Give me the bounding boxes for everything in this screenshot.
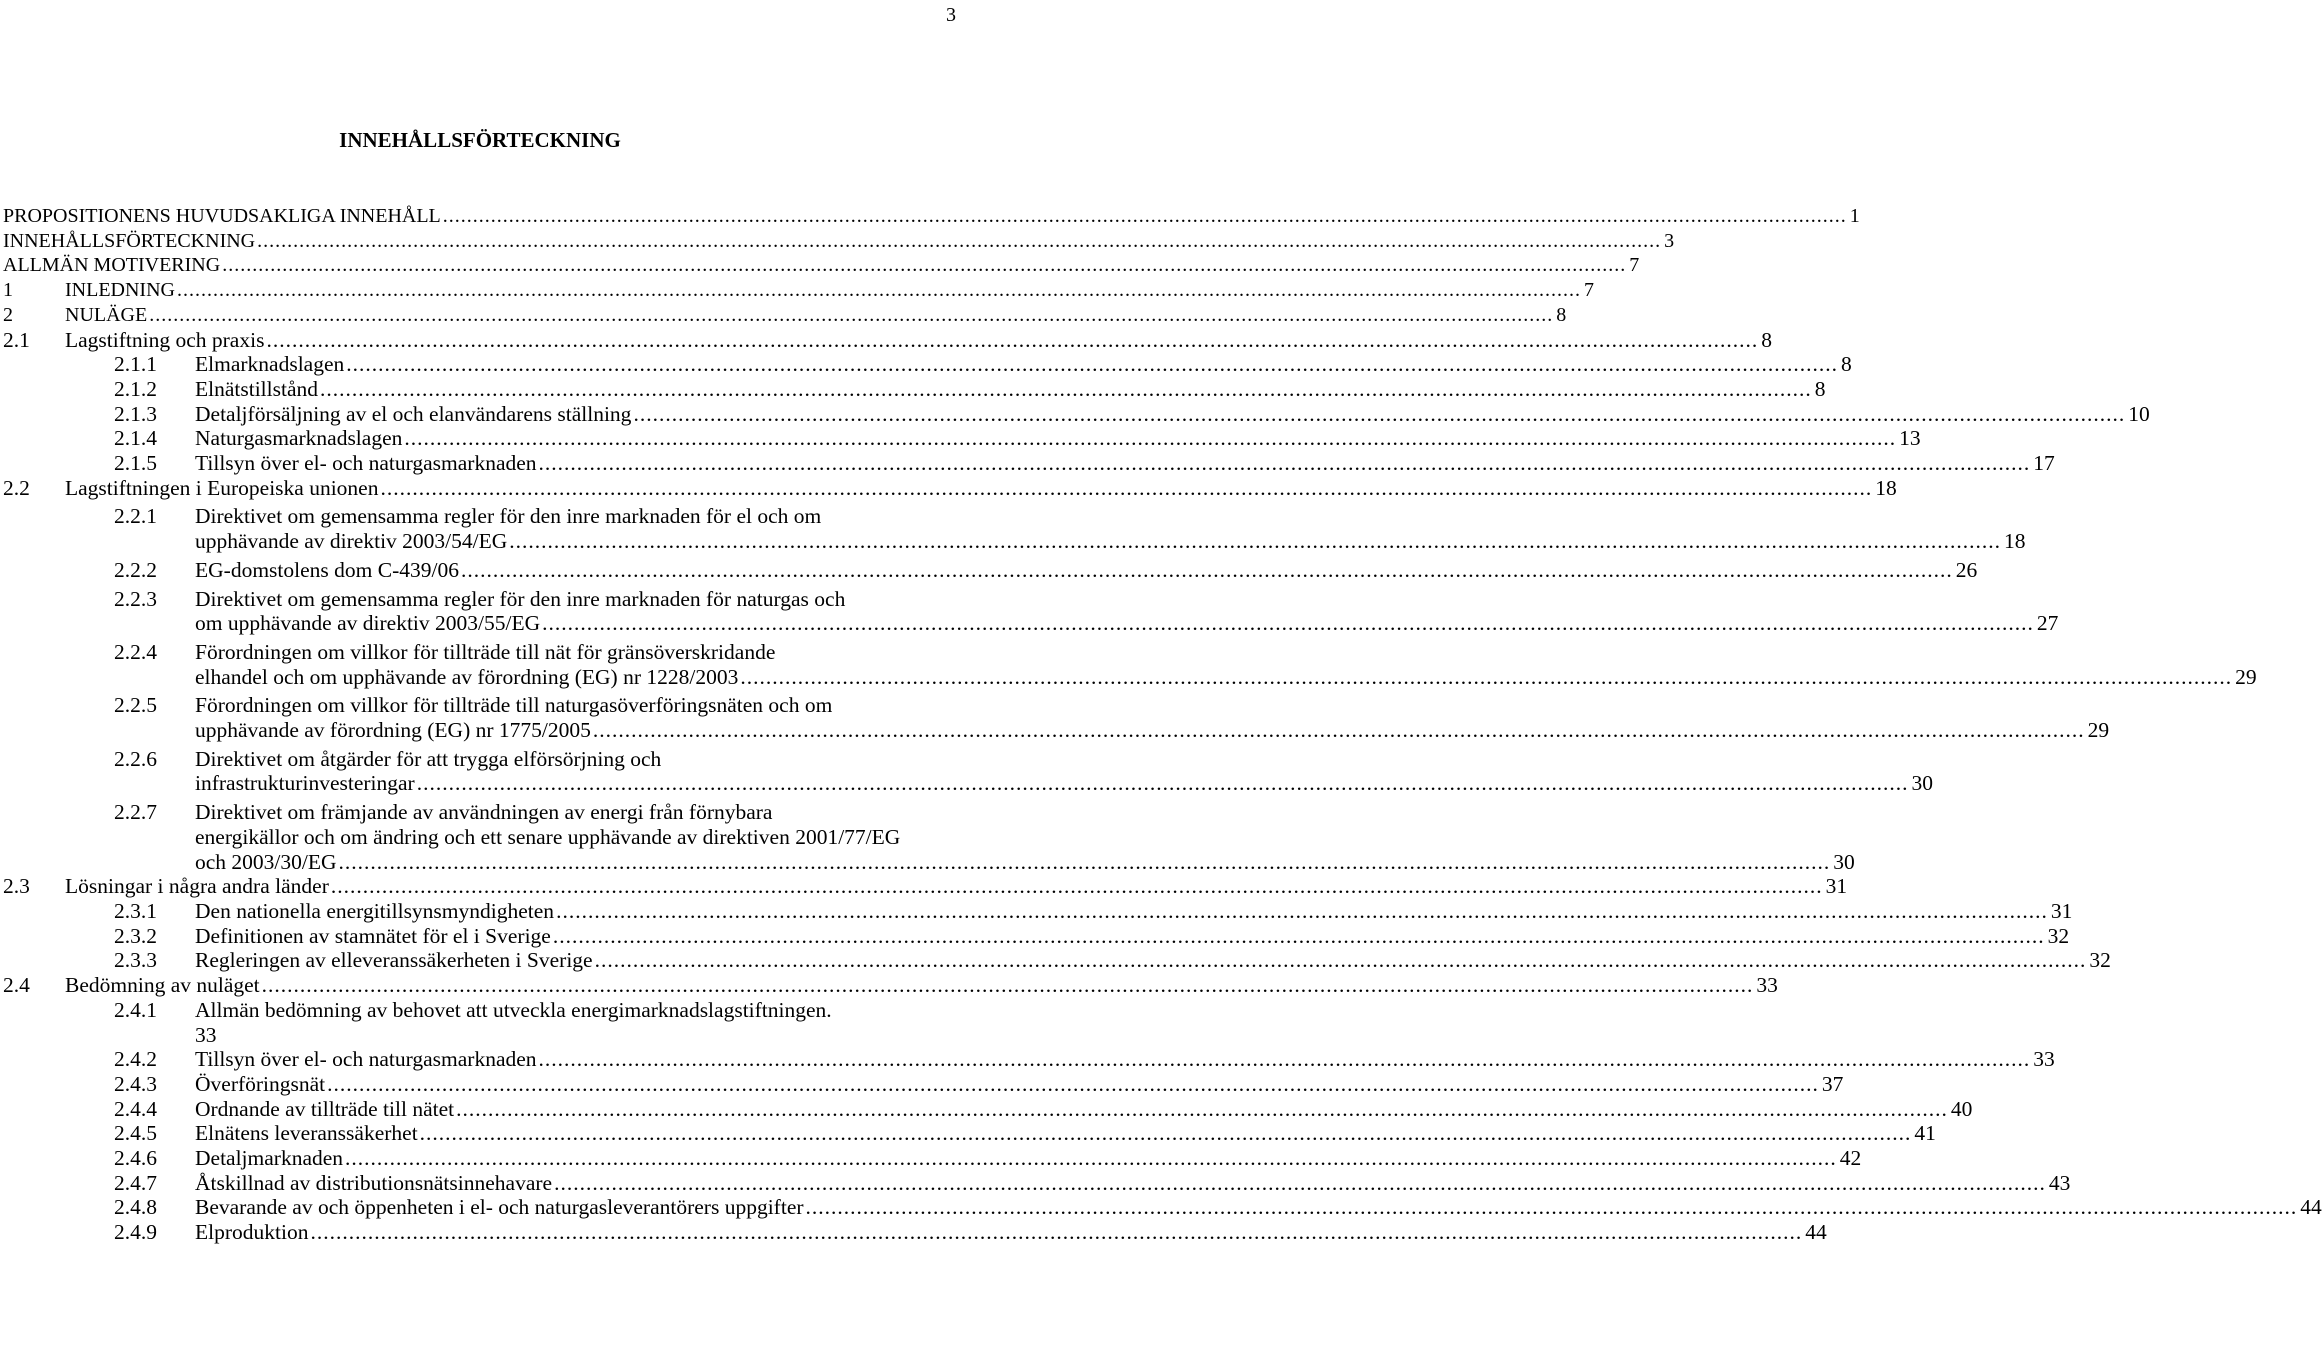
dot-leader (149, 303, 1553, 328)
toc-entry-title-line: elhandel och om upphävande av förordning (EG) nr 1228/2003 (195, 664, 739, 689)
toc-entry[interactable] (3, 1121, 1936, 1146)
dot-leader (327, 1072, 1819, 1097)
toc-entry-number: 2.3.1 (114, 898, 157, 923)
dot-leader (461, 558, 1953, 583)
toc-entry-title-line: upphävande av direktiv 2003/54/EG (195, 529, 508, 554)
toc-entry-title-line: energikällor och om ändring och ett senare upphävande av direktiven 2001/77/EG (195, 824, 901, 849)
dot-leader (404, 426, 1896, 451)
toc-entry-number: 2.1.1 (114, 352, 157, 377)
toc-entry-title: Elnätens leveranssäkerhet (195, 1121, 418, 1146)
toc-entry-number: 2.3.2 (114, 923, 157, 948)
dot-leader (339, 850, 1831, 875)
toc-entry-number: 2 (3, 303, 13, 326)
toc-entry-title-line: Förordningen om villkor för tillträde till nät för gränsöverskridande (195, 639, 776, 664)
toc-entry-page: 26 (1955, 557, 1978, 582)
toc-entry-title: NULÄGE (65, 303, 148, 326)
toc-entry-number: 2.2.3 (114, 586, 157, 611)
toc-entry-number: 2.4.1 (114, 997, 157, 1022)
toc-entry-page: 29 (2087, 718, 2110, 743)
toc-entry[interactable] (3, 693, 2110, 743)
toc-entry[interactable] (3, 1170, 2071, 1196)
toc-entry-page: 1 (1849, 205, 1860, 227)
toc-entry-page: 8 (1841, 352, 1852, 377)
toc-entry-number: 2.2.1 (114, 504, 157, 529)
toc-entry-page: 17 (2033, 451, 2055, 476)
toc-entry-title: Överföringsnät (195, 1071, 326, 1096)
table-of-contents (3, 204, 2322, 1245)
toc-entry-title: Lösningar i några andra länder (65, 874, 329, 899)
toc-entry-page: 30 (1833, 849, 1855, 874)
dot-leader (345, 1146, 1837, 1171)
dot-leader (346, 352, 1838, 377)
toc-entry-number: 2.1.3 (114, 401, 157, 426)
dot-leader (554, 1171, 2046, 1196)
dot-leader (320, 377, 1812, 402)
toc-entry-title-line: och 2003/30/EG (195, 849, 337, 874)
toc-entry[interactable] (3, 229, 1675, 254)
toc-entry-page: 10 (2128, 401, 2150, 426)
toc-entry-title: Ordnande av tillträde till nätet (195, 1096, 455, 1121)
toc-entry[interactable] (3, 1220, 1827, 1245)
toc-entry-title: Elproduktion (195, 1220, 309, 1245)
toc-entry-title-line: Förordningen om villkor för tillträde till naturgasöverföringsnäten och om (195, 693, 833, 718)
dot-leader (417, 771, 1909, 796)
toc-entry-page: 8 (1761, 327, 1772, 352)
dot-leader (556, 899, 2048, 924)
toc-entry-number: 2.1 (3, 327, 30, 352)
toc-entry-title: Detaljförsäljning av el och elanvändarens ställning (195, 401, 632, 426)
toc-entry[interactable] (3, 253, 1640, 278)
toc-entry-number: 2.4 (3, 973, 30, 998)
toc-entry-title: Detaljmarknaden (195, 1146, 344, 1171)
toc-entry[interactable] (3, 376, 1826, 402)
toc-entry-number: 2.4.3 (114, 1071, 157, 1096)
toc-entry[interactable] (3, 451, 2055, 476)
toc-entry-page: 18 (1875, 475, 1897, 500)
page-number: 3 (946, 4, 956, 26)
toc-entry-title: Bevarande av och öppenheten i el- och naturgasleverantörers uppgifter (195, 1195, 804, 1220)
toc-entry-number: 1 (3, 279, 13, 302)
dot-leader (539, 1047, 2031, 1072)
toc-entry-number: 2.2.5 (114, 693, 157, 718)
dot-leader (222, 253, 1626, 278)
toc-entry-title-line: upphävande av förordning (EG) nr 1775/2005 (195, 718, 591, 743)
toc-entry-title: Lagstiftning och praxis (65, 327, 265, 352)
toc-entry[interactable] (3, 973, 1778, 998)
toc-entry-title-line: infrastrukturinvesteringar (195, 771, 415, 796)
toc-entry-title: INNEHÅLLSFÖRTECKNING (3, 229, 256, 252)
toc-entry-title: Lagstiftningen i Europeiska unionen (65, 475, 379, 500)
toc-entry-page: 13 (1899, 426, 1921, 451)
toc-entry-title: Bedömning av nuläget (65, 973, 260, 998)
toc-entry-number: 2.2.4 (114, 639, 157, 664)
toc-entry[interactable] (3, 475, 1897, 501)
toc-entry[interactable] (3, 1096, 1973, 1122)
toc-entry-page: 33 (195, 1022, 217, 1047)
toc-entry-title: Den nationella energitillsynsmyndigheten (195, 898, 555, 923)
toc-entry[interactable] (3, 1195, 2322, 1220)
toc-entry-number: 2.2 (3, 475, 30, 500)
toc-entry-number: 2.2.7 (114, 800, 157, 825)
toc-entry-page: 33 (2033, 1047, 2055, 1072)
toc-entry[interactable] (3, 327, 1772, 353)
toc-entry-page: 8 (1814, 376, 1826, 401)
dot-leader (331, 874, 1823, 899)
toc-entry[interactable] (3, 1146, 1862, 1171)
toc-entry-title: Elnätstillstånd (195, 376, 319, 401)
toc-entry-number: 2.2.6 (114, 746, 157, 771)
dot-leader (633, 402, 2125, 427)
toc-entry-page: 31 (1825, 874, 1848, 899)
toc-entry-page: 7 (1583, 279, 1594, 302)
toc-entry-page: 7 (1629, 254, 1640, 277)
toc-entry[interactable] (3, 898, 2073, 924)
dot-leader (740, 665, 2232, 690)
toc-entry-page: 41 (1914, 1121, 1936, 1146)
toc-entry-number: 2.4.8 (114, 1195, 157, 1220)
toc-entry[interactable] (3, 504, 2026, 554)
toc-entry-number: 2.4.9 (114, 1220, 157, 1245)
dot-leader (595, 948, 2087, 973)
toc-entry-title: EG-domstolens dom C-439/06 (195, 557, 459, 582)
toc-entry-page: 29 (2235, 664, 2257, 689)
toc-entry[interactable] (3, 998, 955, 1047)
toc-entry-title: Åtskillnad av distributionsnätsinnehavare (195, 1170, 553, 1195)
toc-title: INNEHÅLLSFÖRTECKNING (339, 128, 621, 152)
toc-entry-title: PROPOSITIONENS HUVUDSAKLIGA INNEHÅLL (3, 205, 441, 227)
dot-leader (310, 1220, 1802, 1245)
toc-entry-number: 2.4.6 (114, 1146, 157, 1171)
toc-entry-number: 2.4.4 (114, 1096, 157, 1121)
toc-entry[interactable] (3, 746, 1933, 796)
toc-entry-title: Definitionen av stamnätet för el i Sverige (195, 923, 551, 948)
toc-entry[interactable] (3, 303, 1567, 328)
toc-entry[interactable] (3, 923, 2070, 949)
toc-entry[interactable] (3, 1071, 1844, 1097)
toc-entry-page: 30 (1911, 771, 1933, 796)
toc-entry-number: 2.3.3 (114, 948, 157, 973)
toc-entry[interactable] (3, 800, 1855, 874)
toc-entry-title-line: om upphävande av direktiv 2003/55/EG (195, 611, 541, 636)
toc-entry-page: 42 (1839, 1146, 1862, 1171)
toc-entry-title: Tillsyn över el- och naturgasmarknaden (195, 1047, 537, 1072)
toc-entry-number: 2.1.4 (114, 426, 157, 451)
toc-entry-page: 44 (2300, 1195, 2322, 1220)
dot-leader (542, 611, 2034, 636)
toc-entry-number: 2.2.2 (114, 557, 157, 582)
toc-entry[interactable] (3, 204, 1860, 229)
toc-entry[interactable] (3, 426, 1921, 451)
toc-entry-page: 33 (1756, 973, 1778, 998)
toc-entry-title: Tillsyn över el- och naturgasmarknaden (195, 451, 537, 476)
dot-leader (266, 328, 1758, 353)
dot-leader (539, 451, 2031, 476)
dot-leader (509, 529, 2001, 554)
toc-entry-number: 2.1.2 (114, 376, 157, 401)
dot-leader (380, 476, 1872, 501)
toc-entry-page: 32 (2047, 923, 2070, 948)
dot-leader (553, 924, 2045, 949)
toc-entry-page: 8 (1556, 303, 1567, 326)
toc-entry-number: 2.4.2 (114, 1047, 157, 1072)
dot-leader (443, 204, 1847, 229)
toc-entry-title-line: Direktivet om gemensamma regler för den inre marknaden för el och om (195, 504, 822, 529)
toc-entry-title-line: Direktivet om gemensamma regler för den inre marknaden för naturgas och (195, 586, 846, 611)
toc-entry[interactable] (3, 639, 2257, 689)
toc-entry[interactable] (3, 586, 2059, 636)
toc-entry-title: Regleringen av elleveranssäkerheten i Sverige (195, 948, 593, 973)
toc-entry-title-line: Allmän bedömning av behovet att utveckla energimarknadslagstiftningen. (195, 997, 832, 1022)
toc-entry[interactable] (3, 352, 1852, 377)
toc-entry-number: 2.4.7 (114, 1170, 157, 1195)
toc-entry-page: 18 (2004, 529, 2026, 554)
toc-entry-page: 37 (1821, 1071, 1844, 1096)
toc-entry-page: 43 (2048, 1170, 2071, 1195)
dot-leader (257, 229, 1661, 254)
toc-entry[interactable] (3, 948, 2111, 973)
dot-leader (456, 1097, 1948, 1122)
toc-entry[interactable] (3, 1047, 2055, 1072)
toc-entry-page: 40 (1950, 1096, 1973, 1121)
toc-entry-page: 3 (1664, 229, 1675, 252)
toc-entry-number: 2.1.5 (114, 451, 157, 476)
dot-leader (262, 973, 1754, 998)
toc-entry-title-line: Direktivet om främjande av användningen av energi från förnybara (195, 800, 773, 825)
toc-entry-page: 27 (2036, 611, 2059, 636)
dot-leader (806, 1195, 2298, 1220)
toc-entry[interactable] (3, 557, 1978, 583)
toc-entry-page: 31 (2050, 898, 2073, 923)
toc-entry-title-line: Direktivet om åtgärder för att trygga elförsörjning och (195, 746, 662, 771)
toc-entry-title: Naturgasmarknadslagen (195, 426, 403, 451)
toc-entry[interactable] (3, 401, 2150, 427)
dot-leader (420, 1121, 1912, 1146)
toc-entry-page: 32 (2089, 948, 2111, 973)
toc-entry-number: 2.3 (3, 874, 30, 899)
dot-leader (177, 278, 1581, 303)
toc-entry[interactable] (3, 874, 1848, 899)
toc-entry-number: 2.4.5 (114, 1121, 157, 1146)
toc-entry-title: Elmarknadslagen (195, 352, 345, 377)
toc-entry[interactable] (3, 278, 1594, 303)
toc-entry-title: INLEDNING (65, 279, 175, 302)
toc-entry-title: ALLMÄN MOTIVERING (3, 254, 221, 277)
dot-leader (593, 718, 2085, 743)
toc-entry-page: 44 (1805, 1220, 1827, 1245)
